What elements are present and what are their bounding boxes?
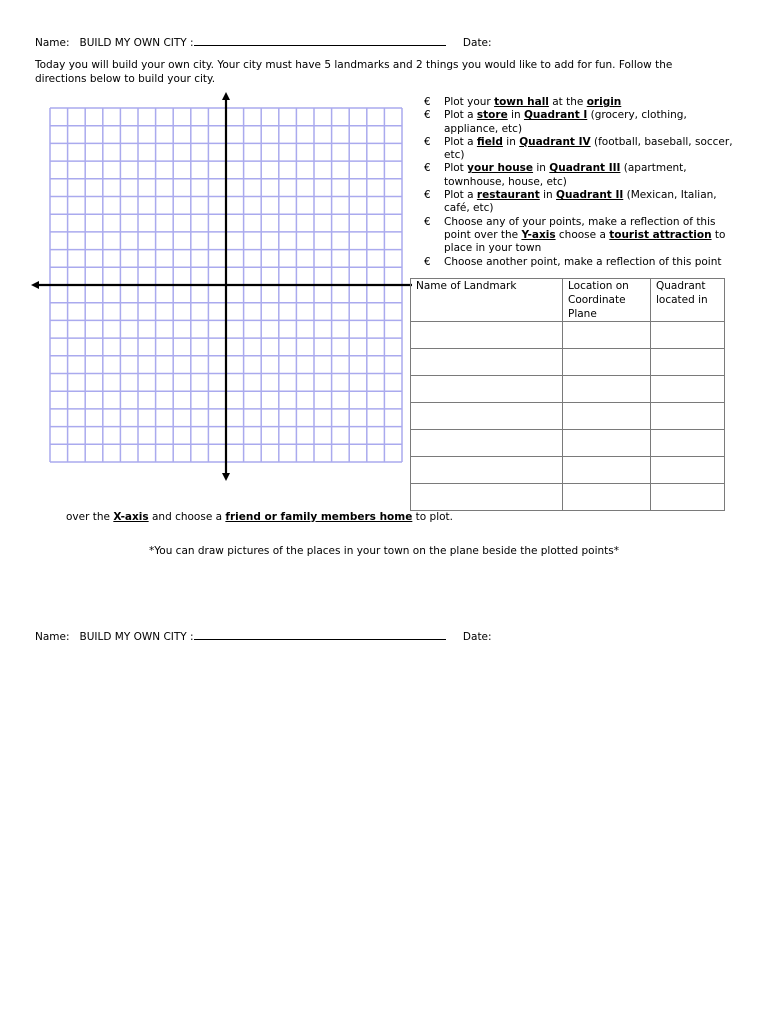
table-row	[411, 322, 725, 349]
bullet-icon: €	[424, 135, 431, 148]
landmark-cell[interactable]	[411, 376, 563, 403]
intro-text: Today you will build your own city. Your city must have 5 landmarks and 2 things you would like to add for fun. Follow the directions below to build your city.	[35, 59, 673, 85]
location-cell[interactable]	[563, 376, 651, 403]
table-row	[411, 376, 725, 403]
worksheet-title: BUILD MY OWN CITY :	[79, 631, 194, 643]
direction-text: choose a	[555, 228, 610, 241]
direction-text: in	[507, 109, 524, 122]
table-row	[411, 349, 725, 376]
direction-text: (apartment, townhouse, house, etc)	[444, 162, 687, 188]
landmark-table	[410, 278, 725, 511]
direction-item	[424, 109, 734, 136]
landmark-cell[interactable]	[411, 349, 563, 376]
quadrant-cell[interactable]	[651, 403, 725, 430]
name-blank-line[interactable]	[194, 629, 446, 640]
header-name-of-landmark: Name of Landmark	[411, 279, 563, 322]
direction-item	[424, 162, 734, 189]
header-line-bottom	[35, 629, 492, 643]
date-label: Date:	[462, 631, 492, 643]
date-label: Date:	[462, 37, 492, 49]
arrow-up-icon	[222, 92, 230, 100]
header-line-top	[35, 35, 492, 49]
quadrant-cell[interactable]	[651, 376, 725, 403]
direction-key-term: town hall	[494, 96, 549, 108]
landmark-cell[interactable]	[411, 403, 563, 430]
direction-key-term: field	[476, 135, 503, 148]
direction-item	[424, 136, 734, 163]
direction-text: (Mexican, Italian, café, etc)	[444, 189, 717, 215]
location-cell[interactable]	[563, 403, 651, 430]
landmark-cell[interactable]	[411, 322, 563, 349]
landmark-cell[interactable]	[411, 457, 563, 484]
worksheet-title: BUILD MY OWN CITY :	[79, 37, 194, 49]
quadrant-cell[interactable]	[651, 484, 725, 511]
direction-key-term: Quadrant I	[523, 109, 588, 122]
table-row	[411, 457, 725, 484]
direction-item	[424, 189, 734, 216]
direction-item	[424, 96, 734, 109]
direction-key-term: store	[476, 109, 508, 122]
direction-key-term: your house	[467, 162, 534, 175]
drawing-note: *You can draw pictures of the places in your town on the plane beside the plotted points*	[149, 545, 619, 557]
direction-item	[424, 216, 734, 256]
direction-text: in	[539, 189, 557, 202]
direction-text: Plot	[444, 162, 468, 175]
direction-text: Plot a	[444, 189, 477, 202]
name-label: Name:	[35, 37, 70, 49]
direction-key-term: tourist attraction	[609, 228, 712, 241]
location-cell[interactable]	[563, 457, 651, 484]
bullet-icon: €	[424, 255, 431, 268]
header-quadrant: Quadrant located in	[651, 279, 725, 322]
direction-text: Plot a	[444, 135, 477, 148]
direction-key-term: Quadrant II	[556, 189, 624, 202]
location-cell[interactable]	[563, 484, 651, 511]
table-row	[411, 430, 725, 457]
arrow-left-icon	[31, 281, 39, 289]
name-label: Name:	[35, 631, 70, 643]
continuation-mid: and choose a	[148, 511, 226, 523]
friend-home-term: friend or family members home	[225, 511, 413, 523]
axes	[31, 92, 412, 481]
direction-text: Choose another point, make a reflection of this point	[444, 255, 722, 268]
table-header-row	[411, 279, 725, 322]
bullet-icon: €	[424, 162, 431, 175]
bullet-icon: €	[424, 109, 431, 122]
direction-text: (grocery, clothing, appliance, etc)	[444, 109, 687, 135]
continuation-pre: over the	[66, 511, 114, 523]
landmark-cell[interactable]	[411, 484, 563, 511]
table-row	[411, 484, 725, 511]
direction-text: Plot a	[444, 109, 477, 122]
coordinate-plane[interactable]	[28, 92, 412, 484]
direction-key-term: Quadrant IV	[519, 135, 591, 148]
direction-key-term: origin	[586, 96, 622, 108]
direction-text: at the	[548, 96, 587, 108]
quadrant-cell[interactable]	[651, 322, 725, 349]
bullet-icon: €	[424, 189, 431, 202]
location-cell[interactable]	[563, 349, 651, 376]
direction-key-term: restaurant	[476, 189, 540, 202]
landmark-cell[interactable]	[411, 430, 563, 457]
header-location: Location on Coordinate Plane	[563, 279, 651, 322]
x-axis-term: X-axis	[113, 511, 149, 523]
directions-list	[424, 96, 734, 269]
direction-text: in	[533, 162, 550, 175]
quadrant-cell[interactable]	[651, 349, 725, 376]
table-row	[411, 403, 725, 430]
quadrant-cell[interactable]	[651, 430, 725, 457]
continuation-post: to plot.	[412, 511, 454, 523]
location-cell[interactable]	[563, 322, 651, 349]
direction-text: Choose any of your points, make a reflection of this point over the	[444, 215, 716, 241]
location-cell[interactable]	[563, 430, 651, 457]
direction-text: in	[502, 135, 520, 148]
direction-text: to place in your town	[444, 228, 726, 255]
directions-continuation	[66, 511, 453, 523]
direction-item	[424, 256, 734, 269]
direction-text: Plot your	[444, 96, 495, 108]
name-blank-line[interactable]	[194, 35, 446, 46]
direction-text: (football, baseball, soccer, etc)	[444, 135, 733, 162]
direction-key-term: Y-axis	[521, 228, 556, 241]
direction-key-term: Quadrant III	[549, 162, 621, 175]
quadrant-cell[interactable]	[651, 457, 725, 484]
bullet-icon: €	[424, 96, 431, 108]
arrow-down-icon	[222, 473, 230, 481]
bullet-icon: €	[424, 215, 431, 228]
